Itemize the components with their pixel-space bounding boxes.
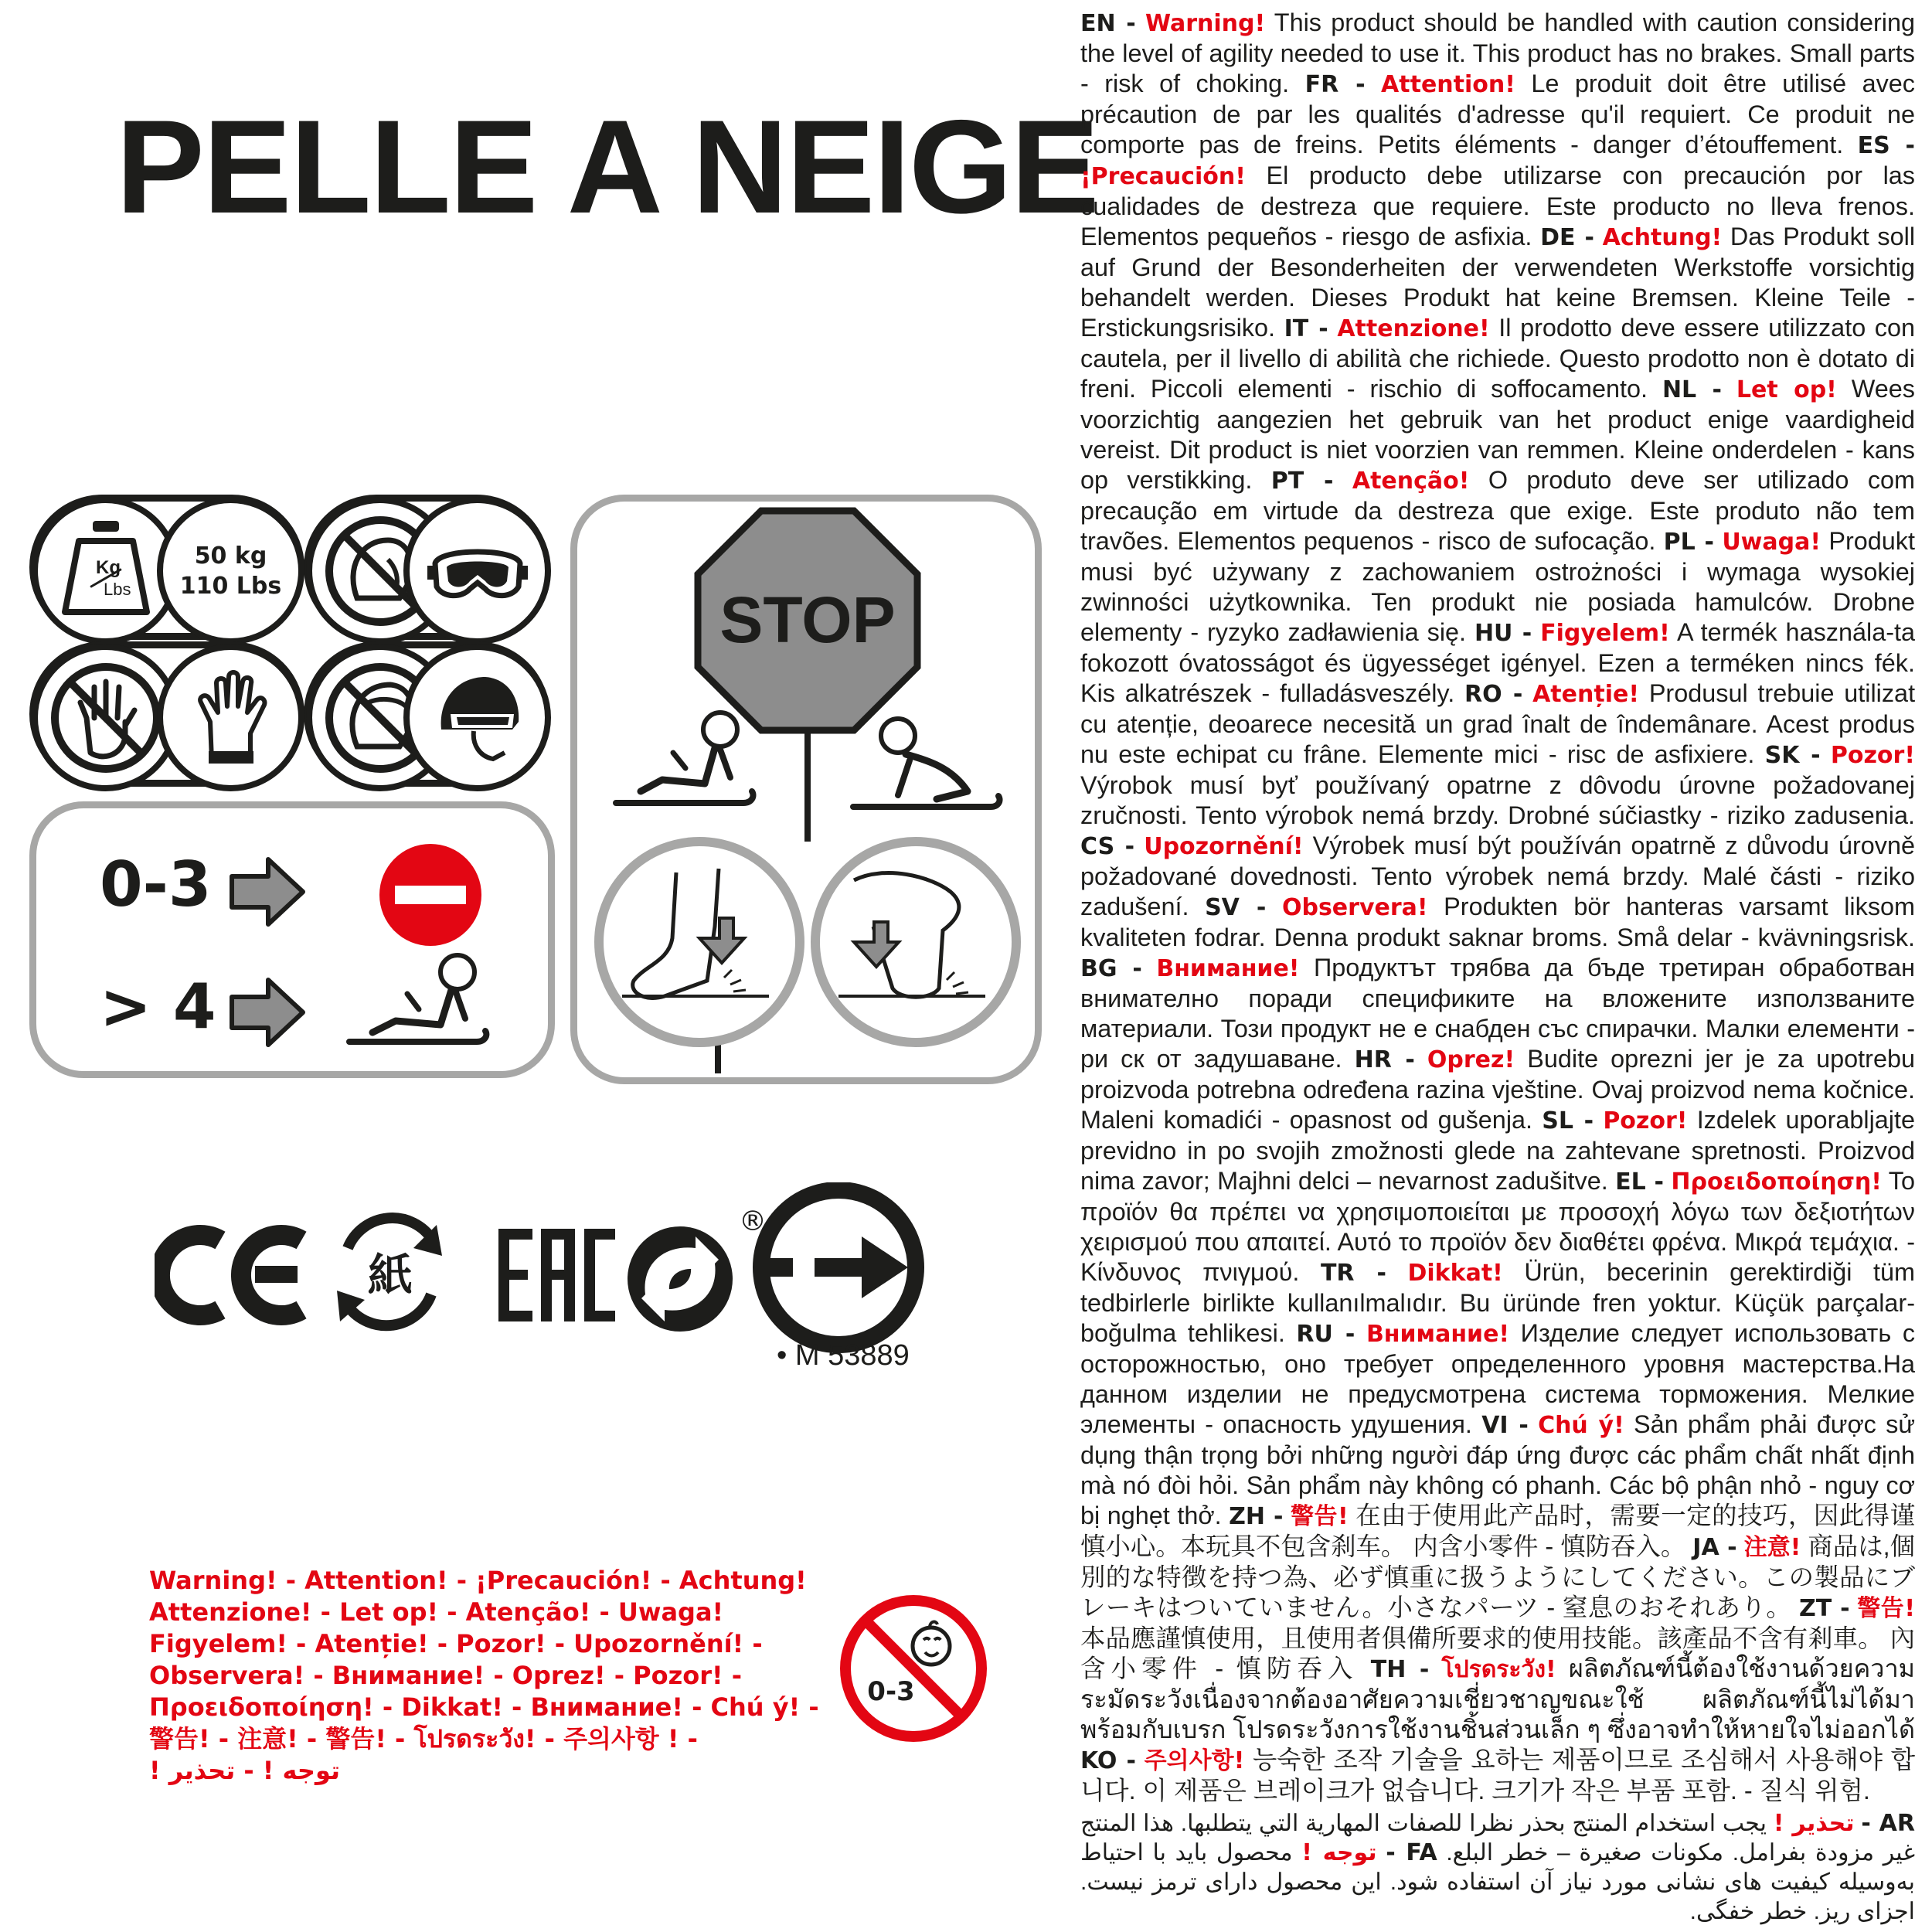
hand-protection-panel <box>29 641 304 787</box>
warning-bg: BG - Внимание! Продуктът трябва да бъде третиран обработван внимателно поради спецификите на вложените използваните материали. Този продукт не е снабден със спирачки. Малки елементи - ри ск от задушаване. <box>1080 954 1916 1073</box>
warning-ro: RO - Atenție! Produsul trebuie utilizat cu atenție, deoarece necesită un grad înalt de îndemânare. Acest produs nu este echipat cu frâne. Elemente mici - risc de asfixiere. <box>1080 679 1916 768</box>
no-baby-age: 0-3 <box>867 1676 915 1707</box>
warning-de: DE - Achtung! Das Produkt soll auf Grund der Besonderheiten der verwendeten Werkstoffe vorsichtig behandelt werden. Dieses Produkt hat keine Bremsen. Kleine Teile - Erstickungsrisiko. <box>1080 223 1916 342</box>
short-warning-arabic: توجه ! - تحذير ! <box>149 1756 341 1785</box>
gloves-icon <box>157 644 304 791</box>
warning-zt: ZT - 警告! 本品應謹慎使用，且使用者俱備所要求的使用技能。該產品不含有剎車。 內含小零件 - 慎防吞入 <box>1080 1595 1916 1682</box>
short-warning-line: Attenzione! - Let op! - Atenção! - Uwaga! <box>149 1597 724 1627</box>
warning-cs: CS - Upozornění! Výrobek musí být používán opatrně z důvodu úrovně požadované dovednosti. Tento výrobek nemá brzdy. Malé části - riziko zadušení. <box>1080 832 1916 920</box>
head-protection-panel <box>304 641 549 787</box>
weight-limit-panel <box>29 495 304 640</box>
foot-brake-icon <box>591 834 808 1050</box>
warning-ar-fa: AR - تحذير ! يجب استخدام المنتج بحذر نظرا للصفات المهارية التي يتطلبها. هذا المنتج غير مزودة بفرامل. مكونات صغيرة – خطر البلع. FA - توجه ! محصول باید با احتیاط به‌وسیله کیفیت های نشانی مورد نیاز آن استفاده شود. این محصول دارای ترمز نیست. اجزای ریز. خطر خفگی. <box>1080 1810 1916 1924</box>
ce-mark-icon <box>160 1235 301 1315</box>
warning-fr: FR - Attention! Le produit doit être utilisé avec précaution de par les qualités d'adresse qu'il requiert. Ce produit ne comporte pas de freins. Petits éléments - danger d’étouffement. <box>1080 70 1915 158</box>
short-warning-line: Προειδοποίηση! - Dikkat! - Внимание! - Chú ý! - <box>149 1692 819 1722</box>
goggles-icon <box>403 497 551 645</box>
age-young-label: 0-3 <box>100 849 212 920</box>
eye-protection-panel <box>304 495 549 640</box>
warning-ko: KO - 주의사항! 능숙한 조작 기술을 요하는 제품이므로 조심해서 사용해야 합니다. 이 제품은 브레이크가 없습니다. 크기가 작은 부품 포함. - 질식 위험. <box>1080 1746 1915 1804</box>
weight-value-badge <box>157 497 304 645</box>
warning-el: EL - Προειδοποίηση! Το προϊόν θα πρέπει να χρησιμοποιείται με προσοχή λόγω των δεξιοτήτων χειρισμού που απαιτεί. Αυτό το προϊόν δεν διαθέτει φρένα. Μικρά τεμάχια. - Κίνδυνος πνιγμού. <box>1080 1167 1915 1286</box>
short-warning-line: 警告! - 注意! - 警告! - โปรดระวัง! - 주의사항 ! - <box>149 1724 698 1753</box>
warning-th: TH - โปรดระวัง! ผลิตภัณฑ์นี้ต้องใช้งานด้วยความระมัดระวังเนื่องจากต้องอาศัยความเชี่ยวชาญขณะใช้ ผลิตภัณฑ์นี้ไม่ได้มาพร้อมกับเบรก โปรดระวังการใช้งานชิ้นส่วนเล็ก ๆ ซึ่งอาจทำให้หายใจไม่ออกได้ <box>1080 1655 1916 1743</box>
warning-sv: SV - Observera! Produkten bör hanteras varsamt liksom kvaliteten fodrar. Denna produkt saknar broms. Små delar - kvävningsrisk. <box>1080 893 1916 951</box>
warning-hr: HR - Oprez! Budite oprezni jer je za upotrebu proizvoda potrebna određena razina vještine. Ovaj proizvod nema kočnice. Maleni komadići - opasnost od gušenja. <box>1080 1045 1915 1134</box>
sledding-child-icon <box>342 947 504 1060</box>
paper-recycle-text: 紙 <box>367 1249 413 1301</box>
warning-sk: SK - Pozor! Výrobok musí byť používaný opatrne z dôvodu úrovne požadovanej zručnosti. Tento výrobok nemá brzdy. Drobné súčiastky - riziko zadusenia. <box>1080 742 1916 829</box>
stop-sign-text: STOP <box>719 583 896 656</box>
warning-nl: NL - Let op! Wees voorzichtig aangezien het gebruik van het product enige vaardigheid vereist. Dit product is niet voorzien van remmen. Kleine onderdelen - kans op verstikking. <box>1080 375 1915 494</box>
crawling-child-icon <box>844 714 1014 822</box>
weight-icon-lbs: Lbs <box>103 579 131 599</box>
warning-vi: VI - Chú ý! Sản phẩm phải được sử dụng thận trọng bởi những người đáp ứng được các phẩm chất nhất định mà nó đòi hỏi. Sản phẩm này không có phanh. Các bộ phận nhỏ - nguy cơ bị nghẹt thở. <box>1080 1410 1916 1529</box>
arrow-circle-icon <box>761 1190 916 1345</box>
warning-zh: ZH - 警告! 在由于使用此产品时，需要一定的技巧，因此得谨慎小心。本玩具不包含刹车。 内含小零件 - 慎防吞入。 <box>1080 1502 1915 1560</box>
warning-pl: PL - Uwaga! Produkt musi być używany z zachowaniem ostrożności i wymaga wysokiej zwinności użytkownika. Ten produkt nie posiada hamulców. Drobne elementy - ryzyko zadławienia się. <box>1080 527 1916 646</box>
weight-lbs: 110 Lbs <box>179 572 282 600</box>
green-dot-icon <box>628 1206 767 1332</box>
warning-en: EN - Warning! This product should be handled with caution considering the level of agility needed to use it. This product has no brakes. Small parts - risk of choking. <box>1080 9 1915 97</box>
warning-tr: TR - Dikkat! Ürün, becerinin gerektirdiği tüm tedbirlerle birlikte kullanılmalıdır. Bu üründe fren yoktur. Küçük parçalar- boğulma tehlikesi. <box>1080 1258 1916 1347</box>
short-warnings <box>149 1565 829 1787</box>
short-warning-line: Figyelem! - Atenție! - Pozor! - Upozornění! - <box>149 1629 763 1658</box>
arrow-right-icon <box>226 853 311 930</box>
eac-mark-icon <box>498 1229 615 1321</box>
product-title: PELLE A NEIGE <box>116 93 1098 241</box>
age-older-label: > 4 <box>100 971 216 1043</box>
weight-kg: 50 kg <box>194 542 267 570</box>
foot-brake-icon <box>808 834 1024 1050</box>
warning-it: IT - Attenzione! Il prodotto deve essere utilizzato con cautela, per il livello di abilità che richiede. Questo prodotto non è dotato di freni. Piccoli elementi - rischio di soffocamento. <box>1080 314 1916 403</box>
warning-ru: RU - Внимание! Изделие следует использовать с осторожностью, оно требует определенного уровня мастерства.На данном изделии не предусмотрена система торможения. Мелкие элементы - опасность удушения. <box>1080 1319 1916 1438</box>
warning-hu: HU - Figyelem! A termék használa-ta fokozott óvatosságot és ügyességet igényel. Ezen a terméken nincs fék. Kis alkatrészek - fulladásveszély. <box>1080 618 1916 707</box>
helmet-icon <box>403 644 551 791</box>
warning-sl: SL - Pozor! Izdelek uporabljajte previdno in po svojih zmožnosti glede na zahtevane spretnosti. Proizvod nima zavor; Majhni delci – nevarnost zadušitve. <box>1080 1106 1916 1195</box>
paper-recycle-icon <box>337 1218 442 1325</box>
model-number: • M 53889 <box>777 1339 910 1372</box>
warning-ja: JA - 注意! 商品は,個別的な特徴を持つ為、必ず慎重に扱うようにしてください。この製品にブレーキはついていません。小さなパーツ - 窒息のおそれあり。 <box>1080 1532 1916 1621</box>
no-baby-icon <box>838 1594 989 1744</box>
short-warning-line: Warning! - Attention! - ¡Precaución! - Achtung! <box>149 1566 807 1595</box>
weight-icon-kg: Kg <box>95 556 121 578</box>
arrow-right-icon <box>226 974 311 1051</box>
no-entry-icon <box>376 841 485 949</box>
warning-es: ES - ¡Precaución! El producto debe utilizarse con precaución por las cualidades de destreza que requiere. Este producto no lleva frenos. Elementos pequeños - riesgo de asfixia. <box>1080 132 1915 250</box>
sledding-child-icon <box>608 706 770 822</box>
registered-mark: ® <box>739 1206 767 1237</box>
warning-pt: PT - Atenção! O produto deve ser utilizado com precaução em virtude da destreza que exige. Este produto não tem travões. Elementos pequenos - risco de sufocação. <box>1080 466 1916 555</box>
age-restriction-panel <box>29 801 555 1078</box>
braking-instructions-panel <box>570 495 1042 1084</box>
short-warning-line: Observera! - Внимание! - Oprez! - Pozor! - <box>149 1661 743 1690</box>
multilingual-warnings <box>1080 8 1915 1927</box>
